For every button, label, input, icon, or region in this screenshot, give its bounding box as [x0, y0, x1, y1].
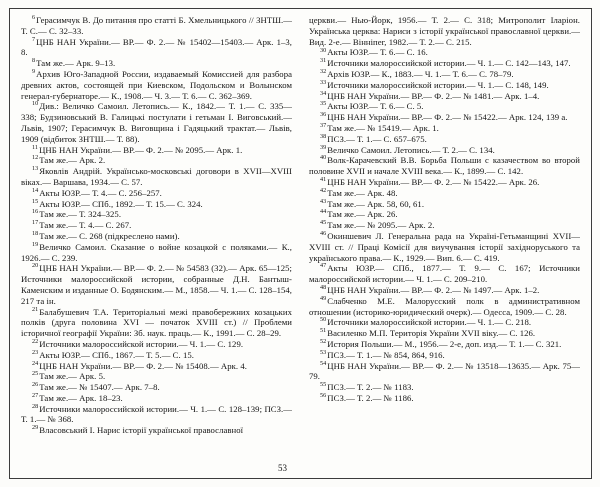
footnote-text: Источники малороссийской истории.— Ч. 1.— С. 142—143, 147.	[327, 58, 571, 69]
footnote	[309, 231, 580, 263]
footnote-text: ПСЗ.— Т. 1.— С. 657–675.	[327, 133, 427, 144]
footnote-number: 47	[320, 262, 327, 270]
footnote-number: 10	[32, 100, 39, 108]
footnote-number: 51	[320, 327, 327, 335]
footnote-number: 33	[320, 78, 327, 86]
footnote	[21, 231, 292, 242]
footnote	[309, 69, 580, 80]
footnote	[21, 350, 292, 361]
footnote-text: ПСЗ.— Т. 1.— № 854, 864, 916.	[327, 349, 445, 360]
footnote-number: 6	[32, 15, 36, 22]
footnote-number: 53	[320, 348, 327, 356]
notes-column-left	[21, 15, 292, 436]
footnote	[309, 47, 580, 58]
footnote	[21, 199, 292, 210]
footnote-number: 15	[32, 197, 39, 205]
footnote-number: 41	[320, 176, 327, 184]
footnote-text: Источники малороссийской истории.— Ч. 1.— С. 218.	[327, 317, 532, 328]
footnote-number: 35	[320, 100, 327, 108]
footnote-text: Там же.— Арк. 5.	[39, 371, 106, 382]
footnote-number: 13	[32, 165, 39, 173]
footnote	[309, 112, 580, 123]
footnote	[309, 91, 580, 102]
footnote-text: Яковлів Андрій. Українсько-московські договори в XVII—XVIII віках.— Варшава, 1934.— С. 57.	[21, 166, 292, 187]
footnote-number: 32	[320, 68, 327, 76]
footnote	[309, 296, 580, 318]
footnote-text: ЦНБ НАН України.— ВР.— Ф. 2.— № 13518—13635.— Арк. 75—79.	[309, 360, 580, 382]
footnote	[309, 263, 580, 285]
footnote-number: 24	[32, 359, 39, 367]
footnote-number: 55	[320, 381, 327, 389]
footnote-text: Герасимчук В. До питання про статті Б. Хмельницького // ЗНТШ.— Т. С.— С. 32–33.	[21, 15, 292, 36]
footnote-text: ЦНБ НАН України.— ВР.— Ф. 2.— № 15408.— Арк. 4.	[39, 360, 247, 371]
footnote-number: 26	[32, 381, 39, 389]
footnote	[309, 80, 580, 91]
footnote	[21, 263, 292, 306]
footnote-number: 8	[32, 57, 36, 65]
footnote-number: 45	[320, 219, 327, 227]
footnote-text: ЦНБ НАН України.— ВР.— Ф. 2.— № 15422.— Арк. 124, 139 а.	[327, 112, 568, 123]
footnote	[21, 37, 292, 59]
footnote-number: 39	[320, 143, 327, 151]
footnote	[21, 166, 292, 188]
footnote-text: История Польши.— М., 1956.— 2-е, доп. изд.— Т. 1.— С. 321.	[327, 338, 562, 349]
footnote	[309, 382, 580, 393]
footnote-text: Акты ЮЗР.— СПб., 1892.— Т. 15.— С. 324.	[39, 198, 203, 209]
footnote-text: Акты ЮЗР.— Т. 6.— С. 16.	[327, 47, 428, 58]
footnote	[309, 145, 580, 156]
footnote-text: ПСЗ.— Т. 2.— № 1183.	[327, 382, 414, 393]
footnote	[21, 371, 292, 382]
footnote-number: 18	[32, 230, 39, 238]
footnote	[309, 123, 580, 134]
footnote-text: Слабченко М.Е. Малорусский полк в административном отношении (историко-юридический очерк).— Одесса, 1909.— С. 28.	[309, 295, 580, 317]
footnote-text: Там же.— № 2095.— Арк. 2.	[327, 220, 435, 231]
footnote-number: 12	[32, 154, 39, 162]
footnote-number: 31	[320, 57, 327, 65]
footnote-text: ЦНБ НАН України.— ВР.— Ф. 2.— № 1497.— Арк. 1–2.	[327, 284, 540, 295]
footnote-text: Там же.— Арк. 48.	[327, 187, 398, 198]
footnote-text: Там же.— Арк. 18–23.	[39, 392, 123, 403]
book-scan	[9, 8, 592, 479]
footnote	[309, 361, 580, 383]
footnote-text: Источники малороссийской истории.— Ч. 1.— С. 128–139; ПСЗ.— Т. 1.— № 368.	[21, 403, 292, 425]
footnote-text: Величко Самоил. Летопись.— Т. 2.— С. 134.	[327, 144, 495, 155]
footnote	[21, 69, 292, 101]
footnote	[309, 199, 580, 210]
footnote-number: 43	[320, 197, 327, 205]
footnote-number: 52	[320, 338, 327, 346]
footnote	[309, 339, 580, 350]
footnote-number: 28	[32, 402, 39, 410]
footnote-text: Власовський І. Нарис історії української православної	[39, 425, 244, 436]
footnote-text: Там же.— Арк. 9–13.	[36, 58, 116, 69]
footnote-number: 20	[32, 262, 39, 270]
footnote-text: Источники малороссийской истории.— Ч. 1.— С. 129.	[39, 338, 244, 349]
footnote	[309, 177, 580, 188]
footnote-number: 42	[320, 186, 327, 194]
footnote-text: Источники малороссийской истории.— Ч. 1.— С. 148, 149.	[327, 79, 549, 90]
footnote	[21, 361, 292, 372]
footnote	[309, 393, 580, 404]
footnote	[309, 188, 580, 199]
notes-column-right	[309, 15, 580, 404]
footnote-text: Там же.— Арк. 2.	[39, 155, 106, 166]
footnote-text: Там же.— Арк. 58, 60, 61.	[327, 198, 425, 209]
footnote	[309, 285, 580, 296]
footnote-number: 25	[32, 370, 39, 378]
footnote-text: ЦНБ НАН України.— ВР.— Ф. 2.— № 1481.— Арк. 1–4.	[327, 90, 540, 101]
footnote	[309, 350, 580, 361]
footnote	[309, 155, 580, 177]
footnote-text: Акты ЮЗР.— СПб., 1867.— Т. 5.— С. 15.	[39, 349, 194, 360]
footnote-text: Акты ЮЗР.— Т. 4.— С. 256–257.	[39, 187, 162, 198]
footnote	[21, 382, 292, 393]
footnote	[21, 425, 292, 436]
footnote-text: Величко Самоил. Сказание о войне козацкой с поляками.— К., 1926.— С. 239.	[21, 241, 292, 263]
footnote-number: 14	[32, 186, 39, 194]
footnote	[21, 101, 292, 144]
footnote-text: Волк-Карачевский В.В. Борьба Польши с казачеством во второй половине XVII и начале XVIII века.— К., 1899.— С. 142.	[309, 155, 580, 177]
footnote-text: церкви.— Нью-Йорк, 1956.— Т. 2.— С. 318; Митрополит Іларіон. Українська церква: Нариси з історії української православної церкви.— Вид. 2-е.— Вінніпег, 1982.— Т. 2.— С. 215.	[309, 15, 580, 47]
footnote	[309, 101, 580, 112]
footnote	[21, 188, 292, 199]
footnote-text: Окиншевич Л. Генеральна рада на Україні-Гетьманщині XVII—XVIII ст. // Праці Комісії для виучування історії західноруського та українського права.— К., 1929.— Вип. 6.— С. 419.	[309, 230, 580, 263]
footnote	[309, 58, 580, 69]
page-right	[309, 15, 580, 474]
footnote-text: ЦНБ НАН України.— ВР.— Ф. 2.— № 15402—15403.— Арк. 1–3, 8.	[21, 36, 292, 58]
footnote-number: 21	[32, 305, 39, 313]
footnote-number: 7	[32, 35, 36, 43]
footnote-number: 48	[320, 284, 327, 292]
footnote-number: 38	[320, 132, 327, 140]
footnote	[309, 220, 580, 231]
footnote-number: 54	[320, 359, 327, 367]
footnote-number: 17	[32, 219, 39, 227]
footnote-text: Акты ЮЗР.— СПб., 1877.— Т. 9.— С. 167; Источники малороссийской истории.— Ч. 1.— С. 209–210.	[309, 263, 580, 285]
footnote-number: 22	[32, 338, 39, 346]
footnote-number: 44	[320, 208, 327, 216]
footnote-number: 23	[32, 348, 39, 356]
footnote-number: 56	[320, 392, 327, 399]
footnote-number: 46	[320, 230, 327, 238]
footnote	[21, 220, 292, 231]
footnote	[309, 134, 580, 145]
footnote-text: Там же.— № 15407.— Арк. 7–8.	[39, 382, 160, 393]
footnote-number: 16	[32, 208, 39, 216]
footnote	[309, 317, 580, 328]
footnote-text: Василенко М.П. Територія України XVII віку.— С. 126.	[327, 328, 536, 339]
footnote	[21, 404, 292, 426]
footnote-text: Там же.— С. 268 (підкреслено нами).	[39, 230, 180, 241]
footnote-text: Там же.— Т. 324–325.	[39, 209, 122, 220]
footnote-text: Там же.— Т. 4.— С. 267.	[39, 220, 132, 231]
footnote	[21, 15, 292, 37]
footnote	[21, 307, 292, 339]
footnote	[21, 209, 292, 220]
footnote	[309, 328, 580, 339]
footnote-number: 50	[320, 316, 327, 324]
footnote-text: Архив Юго-Западной России, издаваемый Комиссией для разбора древних актов, состоящей при Киевском, Подольском и Волынском генерал-губернаторе.— К., 1908.— Ч. 3.— Т. 6.— С. 362–369.	[21, 68, 292, 101]
footnote-number: 11	[32, 143, 39, 151]
footnote-text: Там же.— № 15419.— Арк. 1.	[327, 122, 439, 133]
footnote-text: Архів ЮЗР.— К., 1883.— Ч. 1.— Т. 6.— С. 78–79.	[327, 68, 514, 79]
footnote-text: ЦНБ НАН України.— ВР.— Ф. 2.— № 54583 (32).— Арк. 65—125; Источники малороссийской истории, собранные Д.Н. Бантыш-Каменским и изданные О. Бодянским.— М., 1858.— Ч. 1.— С. 128–154, 217 та ін.	[21, 263, 292, 306]
footnote	[21, 58, 292, 69]
footnote-text: Акты ЮЗР.— Т. 6.— С. 5.	[327, 101, 424, 112]
footnote	[21, 393, 292, 404]
footnote-number: 30	[320, 46, 327, 54]
footnote-number: 19	[32, 240, 39, 248]
page-number: 53	[278, 463, 287, 473]
footnote	[21, 339, 292, 350]
footnote-number: 27	[32, 392, 39, 399]
footnote-number: 34	[320, 89, 327, 97]
footnote-number: 37	[320, 122, 327, 130]
footnote-number: 49	[320, 294, 327, 302]
footnote	[21, 145, 292, 156]
footnote-number: 36	[320, 111, 327, 119]
footnote-number: 40	[320, 154, 327, 162]
footnote-number: 9	[32, 68, 36, 76]
footnote-text: ЦНБ НАН України.— ВР.— Ф. 2.— № 15422.— Арк. 26.	[327, 176, 540, 187]
footnote	[21, 155, 292, 166]
footnote-text: Там же.— Арк. 26.	[327, 209, 398, 220]
footnote-text: Див.: Величко Самоил. Летопись.— К., 1842.— Т. 1.— С. 335—338; Будзиновський В. Галицькі постулати і гетьман І. Виговський.— Львів, 1907; Герасимчук В. Виговщина і Гадяцький трактат.— Львів, 1909 (відбиток ЗНТШ.— Т. 88).	[21, 101, 292, 144]
footnote	[309, 15, 580, 47]
footnote-number: 29	[32, 424, 39, 432]
page-left	[21, 15, 292, 474]
footnote-text: ЦНБ НАН України.— ВР.— Ф. 2.— № 2095.— Арк. 1.	[39, 144, 243, 155]
footnote-text: ПСЗ.— Т. 2.— № 1186.	[327, 392, 414, 403]
footnote	[21, 242, 292, 264]
footnote	[309, 209, 580, 220]
footnote-text: Балабушевич Т.А. Територіальні межі правобережних козацьких полків (друга половина XVI — початок XVIII ст.) // Проблеми історичної географії України: Зб. наук. праць.— К., 1991.— С. 28–29.	[21, 306, 292, 339]
